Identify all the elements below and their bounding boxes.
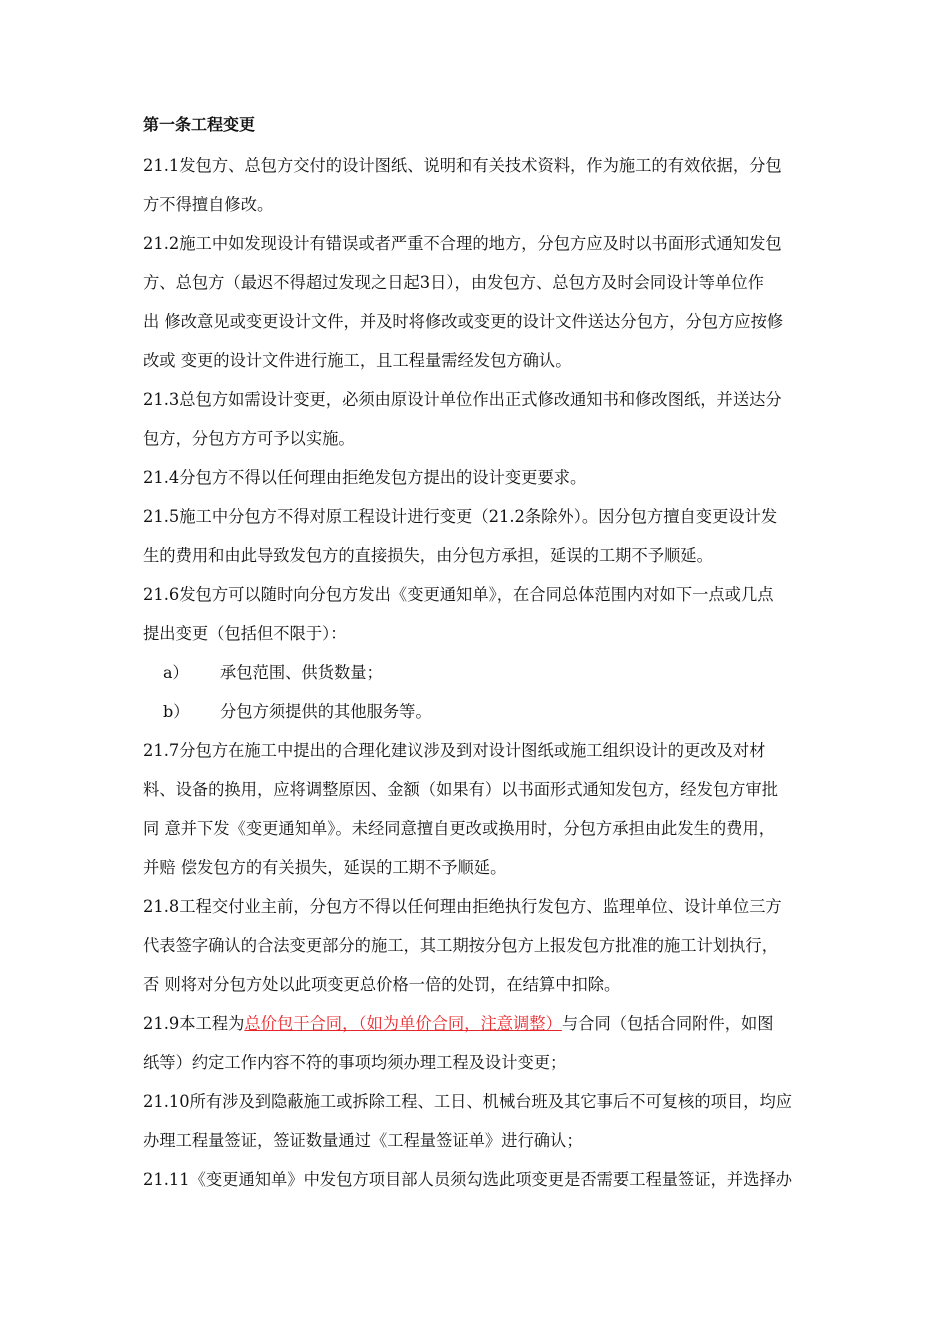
paragraph-line: 代表签字确认的合法变更部分的施工，其工期按分包方上报发包方批准的施工计划执行， <box>143 936 778 955</box>
paragraph-line: 21.7分包方在施工中提出的合理化建议涉及到对设计图纸或施工组织设计的更改及对材 <box>143 741 766 760</box>
paragraph-line: 21.11《变更通知单》中发包方项目部人员须勾选此项变更是否需要工程量签证，并选择办 <box>143 1170 793 1189</box>
paragraph-line: 方、总包方（最迟不得超过发现之日起3日），由发包方、总包方及时会同设计等单位作 <box>143 273 764 292</box>
paragraph-line-with-highlight <box>143 1013 774 1035</box>
list-marker: a） <box>163 663 189 682</box>
paragraph-line: 方不得擅自修改。 <box>143 195 274 214</box>
paragraph-line: 21.1发包方、总包方交付的设计图纸、说明和有关技术资料，作为施工的有效依据，分包 <box>143 156 782 175</box>
paragraph-line: 纸等）约定工作内容不符的事项均须办理工程及设计变更； <box>143 1053 567 1072</box>
paragraph-line: 料、设备的换用，应将调整原因、金额（如果有）以书面形式通知发包方，经发包方审批 <box>143 780 778 799</box>
paragraph-line: 21.10所有涉及到隐蔽施工或拆除工程、工日、机械台班及其它事后不可复核的项目，均应 <box>143 1092 793 1111</box>
paragraph-line: 21.6发包方可以随时向分包方发出《变更通知单》，在合同总体范围内对如下一点或几点 <box>143 585 774 604</box>
section-heading: 第一条工程变更 <box>143 115 256 134</box>
paragraph-line: 21.4分包方不得以任何理由拒绝发包方提出的设计变更要求。 <box>143 468 587 487</box>
list-item: 分包方须提供的其他服务等。 <box>220 702 432 721</box>
paragraph-line: 改或 变更的设计文件进行施工，且工程量需经发包方确认。 <box>143 351 572 370</box>
paragraph-line: 提出变更（包括但不限于）： <box>143 624 347 643</box>
paragraph-line: 生的费用和由此导致发包方的直接损失，由分包方承担，延误的工期不予顺延。 <box>143 546 713 565</box>
paragraph-line: 并赔 偿发包方的有关损失，延误的工期不予顺延。 <box>143 858 507 877</box>
line-prefix: 21.9本工程为 <box>143 1014 245 1033</box>
list-item: 承包范围、供货数量； <box>220 663 383 682</box>
highlighted-contract-type: 总价包干合同，（如为单价合同，注意调整） <box>244 1014 562 1033</box>
paragraph-line: 21.3总包方如需设计变更，必须由原设计单位作出正式修改通知书和修改图纸，并送达分 <box>143 390 782 409</box>
paragraph-line: 包方，分包方方可予以实施。 <box>143 429 355 448</box>
list-marker: b） <box>163 702 190 721</box>
paragraph-line: 21.2施工中如发现设计有错误或者严重不合理的地方，分包方应及时以书面形式通知发包 <box>143 234 782 253</box>
paragraph-line: 否 则将对分包方处以此项变更总价格一倍的处罚，在结算中扣除。 <box>143 975 621 994</box>
paragraph-line: 同 意并下发《变更通知单》。未经同意擅自更改或换用时，分包方承担由此发生的费用， <box>143 819 776 838</box>
line-suffix: 与合同（包括合同附件，如图 <box>561 1014 774 1033</box>
paragraph-line: 出 修改意见或变更设计文件，并及时将修改或变更的设计文件送达分包方，分包方应按修 <box>143 312 784 331</box>
paragraph-line: 21.5施工中分包方不得对原工程设计进行变更（21.2条除外）。因分包方擅自变更设计发 <box>143 507 778 526</box>
paragraph-line: 21.8工程交付业主前，分包方不得以任何理由拒绝执行发包方、监理单位、设计单位三方 <box>143 897 782 916</box>
paragraph-line: 办理工程量签证，签证数量通过《工程量签证单》进行确认； <box>143 1131 583 1150</box>
